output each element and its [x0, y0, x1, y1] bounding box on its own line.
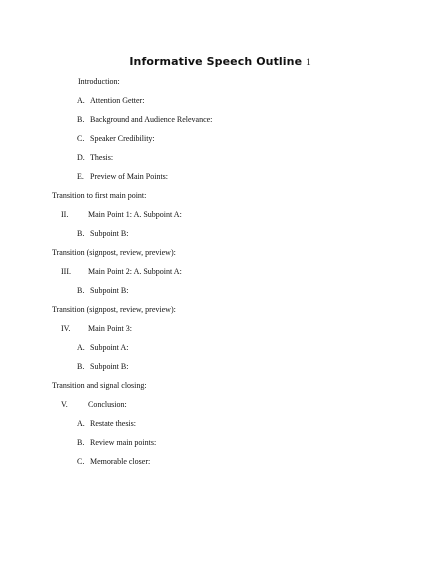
main-point-2-sub-b-marker: B. [77, 286, 85, 295]
main-point-3-sub-b-marker: B. [77, 362, 85, 371]
main-point-3-text: Main Point 3: [88, 324, 133, 333]
main-point-1-text: Main Point 1: A. Subpoint A: [88, 210, 182, 219]
main-point-1-sub-b-text: Subpoint B: [90, 229, 129, 238]
intro-item-d-marker: D. [77, 153, 85, 162]
main-point-1-sub-b-marker: B. [77, 229, 85, 238]
conclusion-item-a-marker: A. [77, 419, 85, 428]
main-point-3-sub-a-text: Subpoint A: [90, 343, 129, 352]
introduction-heading: Introduction: [78, 77, 120, 86]
intro-item-c-marker: C. [77, 134, 85, 143]
title-row [0, 52, 440, 70]
main-point-2-marker: III. [61, 267, 71, 276]
transition-2: Transition (signpost, review, preview): [52, 248, 176, 257]
conclusion-item-b-marker: B. [77, 438, 85, 447]
main-point-1-marker: II. [61, 210, 69, 219]
main-point-3-sub-b-text: Subpoint B: [90, 362, 129, 371]
intro-item-d-text: Thesis: [90, 153, 114, 162]
conclusion-item-b-text: Review main points: [90, 438, 157, 447]
transition-4: Transition and signal closing: [52, 381, 147, 390]
main-point-2-sub-b-text: Subpoint B: [90, 286, 129, 295]
intro-item-b-text: Background and Audience Relevance: [90, 115, 213, 124]
conclusion-item-a-text: Restate thesis: [90, 419, 136, 428]
conclusion-item-c-marker: C. [77, 457, 85, 466]
transition-1: Transition to first main point: [52, 191, 147, 200]
intro-item-a-marker: A. [77, 96, 85, 105]
main-point-3-sub-a-marker: A. [77, 343, 85, 352]
main-point-2-text: Main Point 2: A. Subpoint A: [88, 267, 182, 276]
conclusion-heading: Conclusion: [88, 400, 127, 409]
transition-3: Transition (signpost, review, preview): [52, 305, 176, 314]
intro-item-e-marker: E. [77, 172, 84, 181]
page-number: 1 [306, 57, 311, 67]
intro-item-c-text: Speaker Credibility: [90, 134, 155, 143]
conclusion-item-c-text: Memorable closer: [90, 457, 151, 466]
main-point-3-marker: IV. [61, 324, 71, 333]
intro-item-a-text: Attention Getter: [90, 96, 145, 105]
conclusion-marker: V. [61, 400, 68, 409]
intro-item-b-marker: B. [77, 115, 85, 124]
document-title: Informative Speech Outline [129, 55, 303, 68]
intro-item-e-text: Preview of Main Points: [90, 172, 168, 181]
